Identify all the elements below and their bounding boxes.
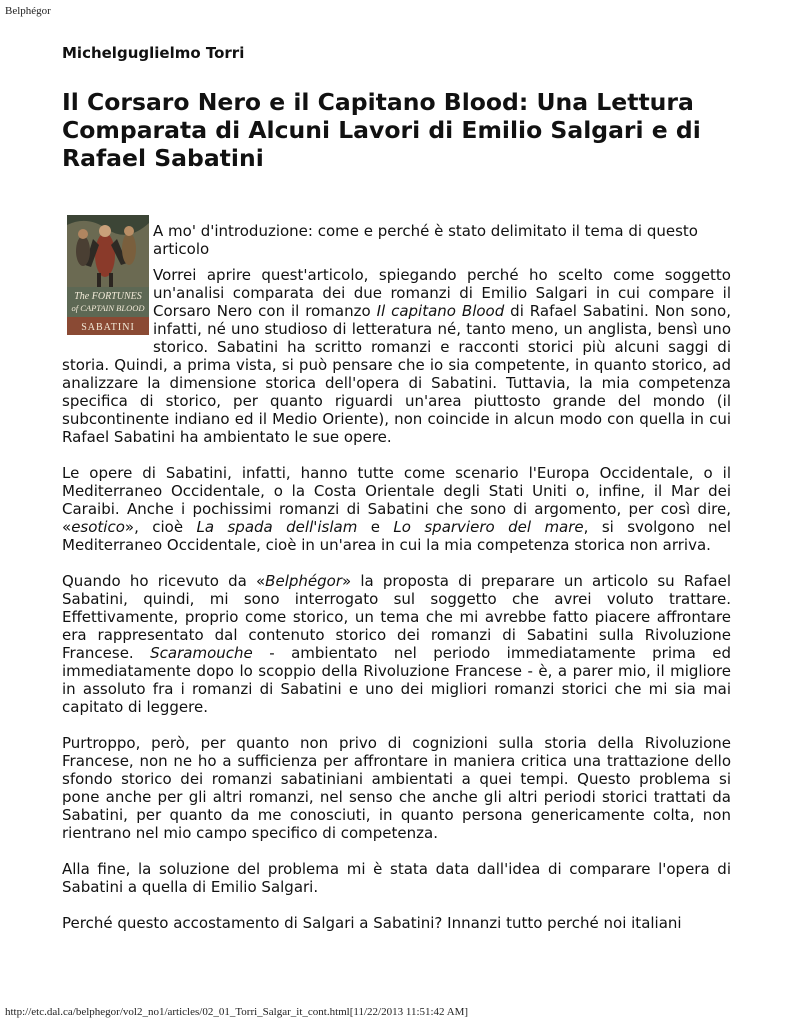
book-cover-illustration — [67, 215, 149, 335]
journal-name-italic: Belphégor — [265, 572, 342, 590]
paragraph-4: Purtroppo, però, per quanto non privo di cognizioni sulla storia della Rivoluzione Francese, non ne ho a sufficienza per affrontare in maniera critica una trattazione dello sfondo storico dei romanzi sabatiniani ambientati a quei tempi. Questo problema si pone anche per gli altri romanzi, nel senso che anche gli altri periodi storici trattati da Sabatini, per quanto da me conosciuti, in quanto persona genericamente colta, non rientrano nel mio campo specifico di competenza. — [62, 734, 731, 842]
paragraph-1 — [62, 266, 731, 446]
book-title-italic: Scaramouche — [150, 644, 253, 662]
text-run: Vorrei aprire quest'articolo, spiegando perché ho scelto come soggetto un'analisi comparata dei due romanzi di Emilio Salgari in cui compare il Corsaro Nero con il romanzo — [153, 266, 731, 320]
site-header: Belphégor — [5, 5, 51, 17]
paragraph-5: Alla fine, la soluzione del problema mi è stata data dall'idea di comparare l'opera di Sabatini a quella di Emilio Salgari. — [62, 860, 731, 896]
intro-heading: A mo' d'introduzione: come e perché è stato delimitato il tema di questo articolo — [153, 222, 698, 258]
book-title-italic: Il capitano Blood — [376, 302, 505, 320]
page-url-footer: http://etc.dal.ca/belphegor/vol2_no1/articles/02_01_Torri_Salgar_it_cont.html[11/22/2013 11:51:42 AM] — [5, 1006, 469, 1018]
paragraph-6: Perché questo accostamento di Salgari a Sabatini? Innanzi tutto perché noi italiani — [62, 914, 682, 932]
paragraph-2 — [62, 464, 731, 554]
cover-title-line1: The FORTUNES — [74, 291, 142, 302]
article-title: Il Corsaro Nero e il Capitano Blood: Una Lettura Comparata di Alcuni Lavori di Emilio Salgari e di Rafael Sabatini — [62, 88, 701, 172]
cover-title-line2: of CAPTAIN BLOOD — [71, 303, 145, 313]
cover-author: SABATINI — [81, 322, 135, 333]
text-run: Quando ho ricevuto da « — [62, 572, 266, 590]
book-title-italic: Lo sparviero del mare — [393, 518, 584, 536]
italic-term: esotico — [71, 518, 125, 536]
book-title-italic: La spada dell'islam — [196, 518, 358, 536]
text-run: » la proposta di preparare un articolo su Rafael Sabatini, quindi, mi sono interrogato sul soggetto che avrei voluto trattare. Effettivamente, proprio come storico, un tema che mi avrebbe fatto piacere affrontare era rappresentato dal contenuto storico dei romanzi di Sabatini sulla Rivoluzione Francese. — [62, 572, 731, 662]
text-run: », cioè — [124, 518, 197, 536]
text-run: , si svolgono nel Mediterraneo Occidentale, cioè in un'area in cui la mia competenza storica non arriva. — [62, 518, 731, 554]
article-body — [62, 222, 731, 950]
paragraph-3 — [62, 572, 731, 716]
text-run: - ambientato nel periodo immediatamente prima ed immediatamente dopo lo scoppio della Rivoluzione Francese - è, a parer mio, il migliore in assoluto fra i romanzi di Sabatini e uno dei migliori romanzi storici che mi sia mai capitato di leggere. — [62, 644, 732, 716]
book-cover-image — [67, 215, 149, 335]
article-author: Michelguglielmo Torri — [62, 44, 245, 62]
text-run: Le opere di Sabatini, infatti, hanno tutte come scenario l'Europa Occidentale, o il Mediterraneo Occidentale, o la Costa Orientale degli Stati Uniti o, infine, il Mar dei Caraibi. Anche i pochissimi romanzi di Sabatini che sono di argomento, per così dire, « — [62, 464, 731, 536]
text-run: e — [357, 518, 394, 536]
text-run: di Rafael Sabatini. Non sono, infatti, né uno studioso di letteratura né, tanto meno, un anglista, bensì uno storico. Sabatini ha scritto romanzi e racconti storici più alcuni saggi di storia. Quindi, a prima vista, si può pensare che io sia competente, in quanto storico, ad analizzare la dimensione storica dell'opera di Sabatini. Tuttavia, la mia competenza specifica di storico, per quanto riguardi un'area piuttosto grande del mondo (il subcontinente indiano ed il Medio Oriente), non coincide in alcun modo con quella in cui Rafael Sabatini ha ambientato le sue opere. — [62, 302, 731, 446]
